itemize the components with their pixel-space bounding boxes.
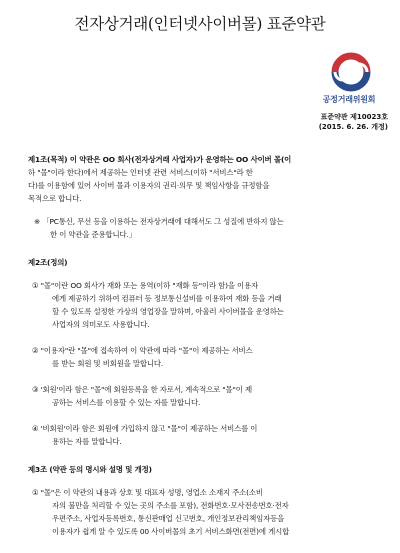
body-text-line: ④ '비회원'이라 함은 회원에 가입하지 않고 "몰"이 제공하는 서비스를 이 (32, 424, 258, 433)
body-text-line: ※ 「PC통신, 무선 등을 이용하는 전자상거래에 대해서도 그 성질에 반하지 않는 (34, 217, 284, 226)
agency-name: 공정거래위원회 (322, 95, 376, 104)
document-number (319, 112, 388, 132)
body-text-line: ② "이용자"란 "몰"에 접속하여 이 약관에 따라 "몰"이 제공하는 서비스 (32, 346, 253, 355)
body-text-line: 목적으로 합니다. (28, 194, 82, 203)
article-heading-line: 제1조(목적) 이 약관은 OO 회사(전자상거래 사업자)가 운영하는 OO 사이버 몰(이 (28, 155, 292, 164)
article-heading-line: 제2조(정의) (28, 258, 68, 267)
body-text-line: 공하는 서비스를 이용할 수 있는 자를 말합니다. (52, 398, 201, 407)
body-text-line: 이용자가 쉽게 알 수 있도록 00 사이버몰의 초기 서비스화면(전면)에 게시합 (52, 527, 290, 536)
document-title: 전자상거래(인터넷사이버몰) 표준약관 (74, 15, 326, 33)
body-text-line: 에게 제공하기 위하여 컴퓨터 등 정보통신설비를 이용하여 재화 등을 거래 (52, 294, 282, 303)
body-text-line: 할 수 있도록 설정한 가상의 영업장을 말하며, 아울러 사이버몰을 운영하는 (52, 307, 284, 316)
body-text-line: 우편주소, 사업자등록번호, 통신판매업 신고번호, 개인정보관리책임자등을 (52, 514, 285, 523)
body-text-line: 하 "몰"이라 한다)에서 제공하는 인터넷 관련 서비스(이하 "서비스"라 한 (28, 168, 253, 177)
body-text-line: 자의 불만을 처리할 수 있는 곳의 주소를 포함), 전화번호·모사전송번호·전자 (52, 501, 289, 510)
doc-number-line: 표준약관 제10023호 (320, 113, 388, 121)
body-text-line: 용하는 자를 말합니다. (52, 437, 122, 446)
body-text-line: ③ '회원'이라 함은 "몰"에 회원등록을 한 자로서, 계속적으로 "몰"이 제 (32, 385, 252, 394)
body-text-line: 다)를 이용함에 있어 사이버 몰과 이용자의 권리·의무 및 책임사항을 규정함을 (28, 181, 270, 190)
doc-revision-line: (2015. 6. 26. 개정) (318, 123, 388, 131)
body-text-line: ① "몰"은 이 약관의 내용과 상호 및 대표자 성명, 영업소 소재지 주소(소비 (32, 488, 263, 497)
body-text-line: 사업자의 의미로도 사용합니다. (52, 320, 150, 329)
article-heading-line: 제3조 (약관 등의 명시와 설명 및 개정) (28, 465, 152, 474)
agency-logo-icon (326, 48, 376, 92)
body-text-line: 를 받는 회원 및 비회원을 말합니다. (52, 359, 164, 368)
body-text-line: 한 이 약관을 준용합니다.」 (50, 230, 136, 239)
body-text-line: ① "몰"이란 OO 회사가 재화 또는 용역(이하 "재화 등"이라 함)을 이용자 (32, 281, 259, 290)
